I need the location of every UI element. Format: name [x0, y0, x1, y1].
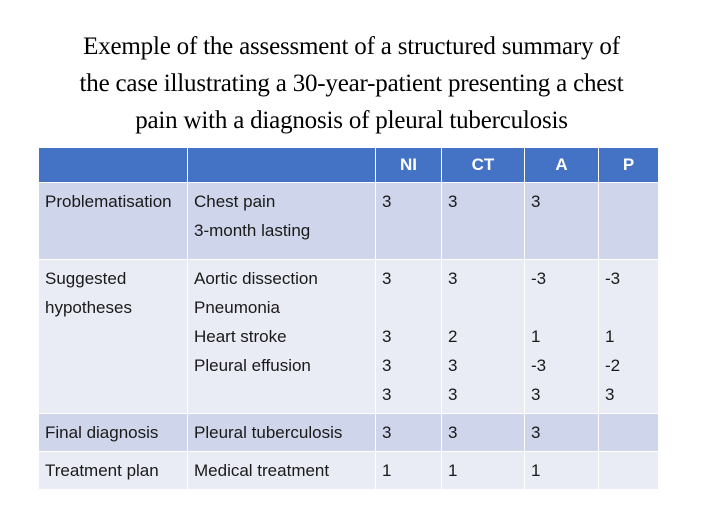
row-category-line: hypotheses [45, 298, 132, 317]
score-value: -3 [531, 269, 547, 288]
header-cell-ni: NI [376, 148, 442, 183]
score-ni: 3 [376, 414, 442, 452]
score-value: 3 [448, 356, 458, 375]
header-cell-empty [39, 148, 188, 183]
title-line: the case illustrating a 30-year-patient presenting a chest [79, 70, 624, 97]
score-ct [442, 260, 525, 414]
row-item: Pleural effusion [194, 356, 311, 375]
score-value: 3 [382, 269, 392, 288]
score-p [599, 183, 659, 260]
table-row-problematisation [39, 183, 659, 260]
score-value: 3 [448, 269, 458, 288]
row-items [188, 183, 376, 260]
score-p [599, 260, 659, 414]
row-item: Aortic dissection [194, 269, 318, 288]
row-category: Problematisation [39, 183, 188, 260]
title-line: pain with a diagnosis of pleural tuberculosis [135, 107, 568, 134]
row-items [188, 260, 376, 414]
row-items [188, 414, 376, 452]
score-ct: 1 [442, 452, 525, 490]
score-value: -3 [605, 269, 621, 288]
slide-title [20, 28, 683, 139]
score-a: 3 [525, 183, 599, 260]
score-ni: 1 [376, 452, 442, 490]
score-ct: 3 [442, 183, 525, 260]
score-a: 3 [525, 414, 599, 452]
row-item: Pneumonia [194, 298, 281, 317]
score-ni: 3 [376, 183, 442, 260]
score-value: 3 [605, 385, 615, 404]
row-item: 3-month lasting [194, 221, 311, 240]
score-value: 3 [382, 356, 392, 375]
row-item: Heart stroke [194, 327, 287, 346]
header-cell-a: A [525, 148, 599, 183]
table-row-final-diagnosis [39, 414, 659, 452]
row-item: Medical treatment [194, 461, 330, 480]
score-value: 3 [382, 385, 392, 404]
score-a [525, 260, 599, 414]
header-cell-empty [188, 148, 376, 183]
row-items [188, 452, 376, 490]
score-value: 3 [448, 385, 458, 404]
score-value: 1 [531, 327, 541, 346]
score-value: 2 [448, 327, 458, 346]
assessment-table [38, 147, 659, 490]
row-category [39, 260, 188, 414]
row-category: Treatment plan [39, 452, 188, 490]
row-item: Pleural tuberculosis [194, 423, 343, 442]
row-category: Final diagnosis [39, 414, 188, 452]
table-row-treatment-plan [39, 452, 659, 490]
header-cell-ct: CT [442, 148, 525, 183]
score-ni [376, 260, 442, 414]
table-header-row [39, 148, 659, 183]
score-a: 1 [525, 452, 599, 490]
score-p [599, 452, 659, 490]
score-ct: 3 [442, 414, 525, 452]
score-value: -3 [531, 356, 547, 375]
row-item: Chest pain [194, 192, 276, 211]
title-line: Exemple of the assessment of a structured summary of [83, 33, 620, 60]
score-p [599, 414, 659, 452]
score-value: 3 [382, 327, 392, 346]
table-row-hypotheses [39, 260, 659, 414]
header-cell-p: P [599, 148, 659, 183]
score-value: 1 [605, 327, 615, 346]
score-value: 3 [531, 385, 541, 404]
row-category-line: Suggested [45, 269, 127, 288]
score-value: -2 [605, 356, 621, 375]
